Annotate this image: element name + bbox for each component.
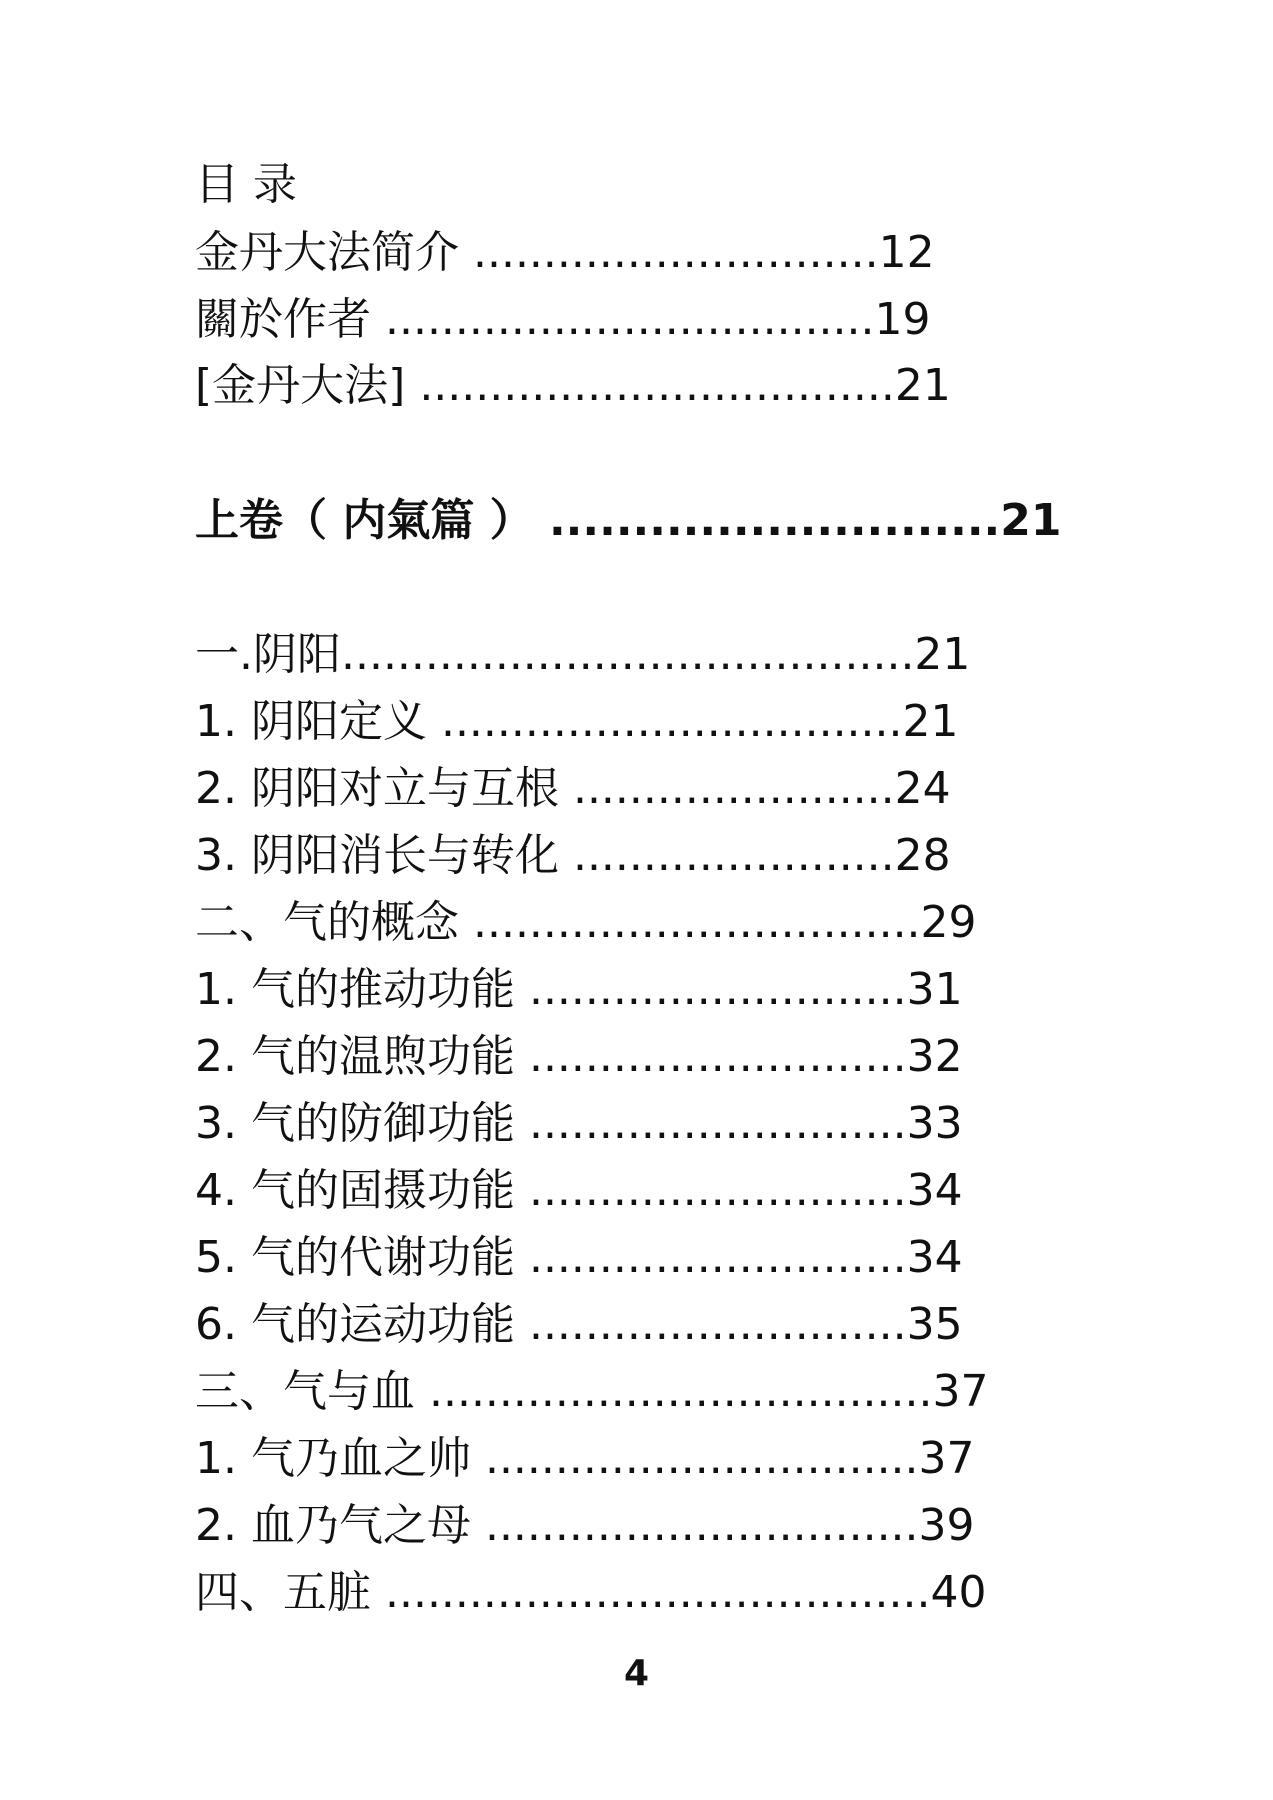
toc-entry[interactable]: 3. 阴阳消长与转化 .......................28 bbox=[195, 830, 951, 881]
toc-entry[interactable]: 關於作者 ...................................19 bbox=[195, 294, 931, 345]
toc-heading: 目 录 bbox=[195, 159, 297, 210]
toc-entry[interactable]: 4. 气的固摄功能 ...........................34 bbox=[195, 1165, 963, 1216]
toc-entry[interactable]: 三、气与血 ....................................37 bbox=[195, 1366, 989, 1417]
toc-entry[interactable]: 四、五脏 .......................................40 bbox=[195, 1567, 987, 1618]
toc-entry[interactable]: 2. 气的温煦功能 ...........................32 bbox=[195, 1031, 963, 1082]
toc-entry[interactable]: 6. 气的运动功能 ...........................35 bbox=[195, 1299, 963, 1350]
toc-entry[interactable]: 一.阴阳.........................................21 bbox=[195, 629, 971, 680]
toc-entry[interactable]: 1. 气的推动功能 ...........................31 bbox=[195, 964, 963, 1015]
toc-entry[interactable]: 1. 气乃血之帅 ...............................37 bbox=[195, 1433, 975, 1484]
toc-entry[interactable]: 二、气的概念 ................................29 bbox=[195, 897, 977, 948]
page-number: 4 bbox=[623, 1653, 650, 1694]
toc-entry[interactable]: 2. 阴阳对立与互根 .......................24 bbox=[195, 763, 951, 814]
toc-entry-section-heading[interactable]: 上卷（ 内氣篇 ） ...........................21 bbox=[195, 495, 1062, 546]
toc-entry[interactable]: [金丹大法] ..................................21 bbox=[195, 360, 951, 411]
toc-entry[interactable]: 2. 血乃气之母 ...............................39 bbox=[195, 1500, 975, 1551]
toc-entry[interactable]: 3. 气的防御功能 ...........................33 bbox=[195, 1098, 963, 1149]
toc-entry[interactable]: 金丹大法简介 .............................12 bbox=[195, 227, 935, 278]
toc-entry[interactable]: 1. 阴阳定义 .................................21 bbox=[195, 696, 959, 747]
toc-entry[interactable]: 5. 气的代谢功能 ...........................34 bbox=[195, 1232, 963, 1283]
